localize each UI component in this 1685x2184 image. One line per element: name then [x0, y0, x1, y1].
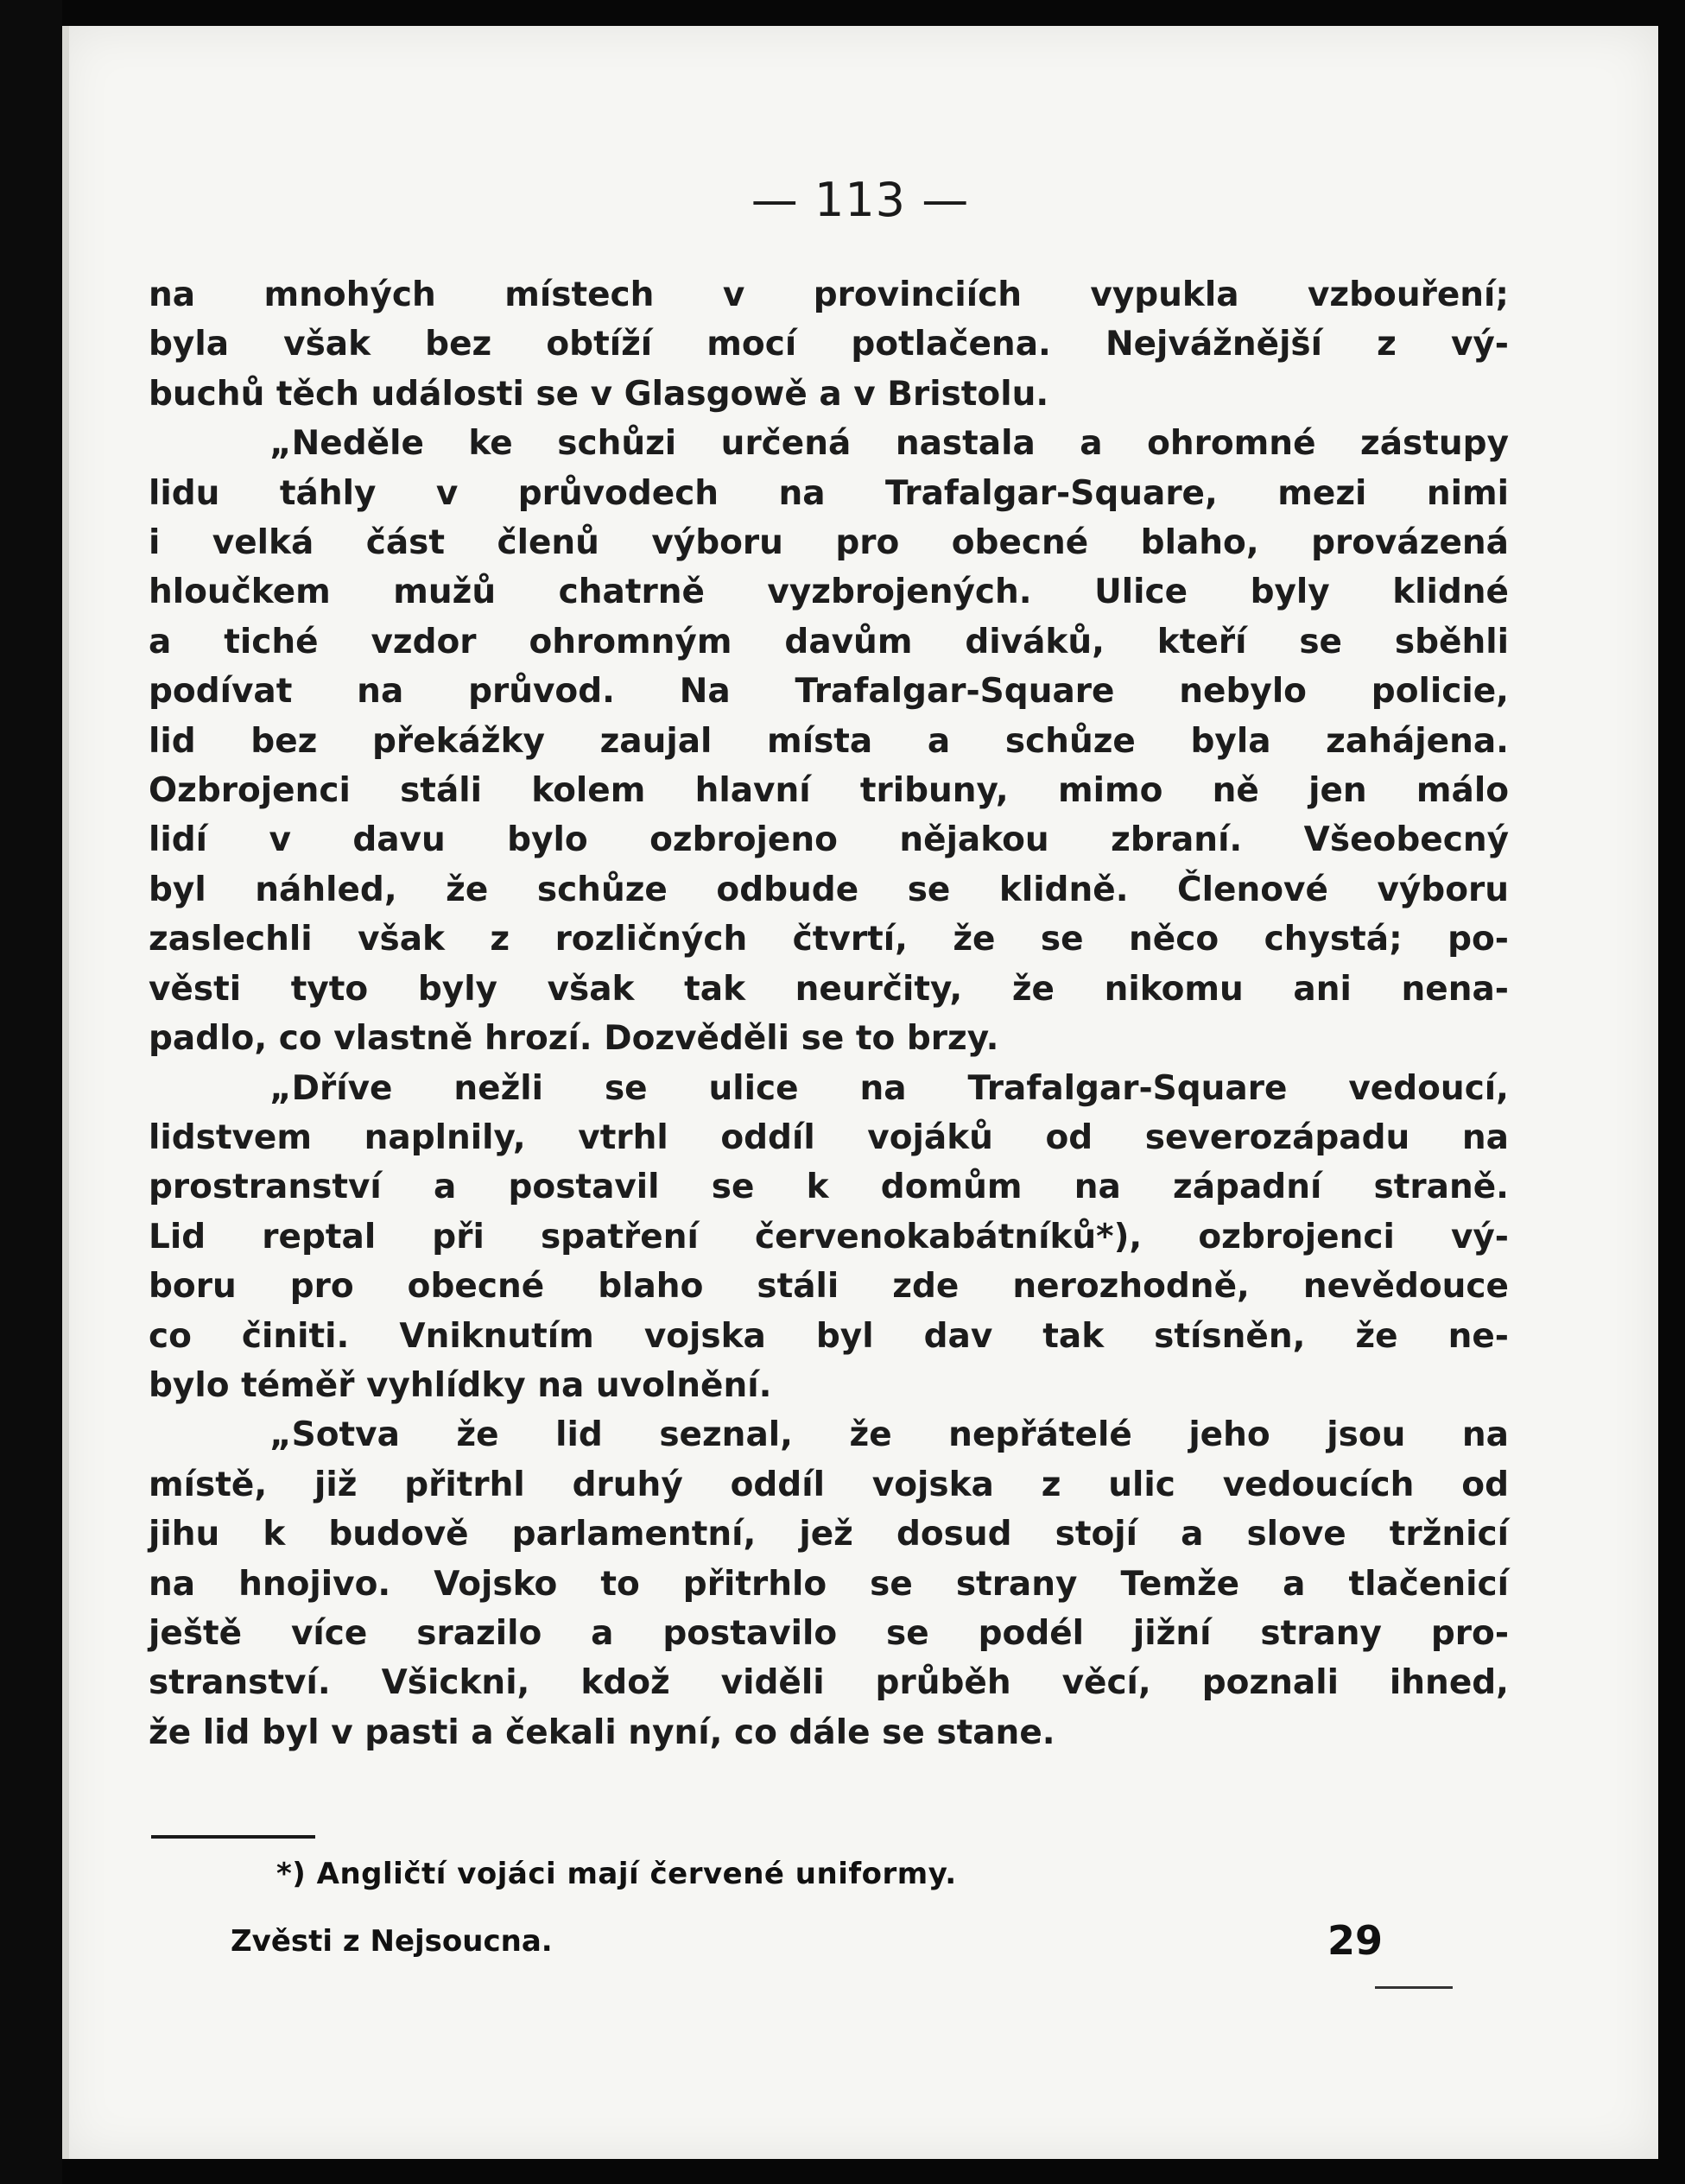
- sheet-number: 29: [1327, 1917, 1384, 1964]
- text-line: lidstvem naplnily, vtrhl oddíl vojáků od severozápadu na: [149, 1117, 1509, 1157]
- body-text: [149, 270, 1509, 1757]
- text-line: „Dříve nežli se ulice na Trafalgar-Square vedoucí,: [269, 1068, 1509, 1108]
- text-line: stranství. Všickni, kdož viděli průběh věcí, poznali ihned,: [149, 1663, 1509, 1703]
- text-line: co činiti. Vniknutím vojska byl dav tak stísněn, že ne-: [149, 1316, 1509, 1356]
- text-line: Lid reptal při spatření červenokabátníků*), ozbrojenci vý-: [149, 1217, 1509, 1257]
- page-number: — 113 —: [751, 173, 970, 227]
- text-line: byl náhled, že schůze odbude se klidně. Členové výboru: [149, 870, 1509, 909]
- text-line: na hnojivo. Vojsko to přitrhlo se strany Temže a tlačenicí: [149, 1564, 1509, 1604]
- text-line: místě, již přitrhl druhý oddíl vojska z ulic vedoucích od: [149, 1465, 1509, 1504]
- text-line: zaslechli však z rozličných čtvrtí, že se něco chystá; po-: [149, 920, 1509, 959]
- text-line: prostranství a postavil se k domům na západní straně.: [149, 1168, 1509, 1207]
- text-line: lid bez překážky zaujal místa a schůze byla zahájena.: [149, 721, 1509, 761]
- text-line: podívat na průvod. Na Trafalgar-Square nebylo policie,: [149, 672, 1509, 712]
- footnote: *) Angličtí vojáci mají červené uniformy.: [276, 1857, 957, 1891]
- text-line: byla však bez obtíží mocí potlačena. Nejvážnější z vý-: [149, 325, 1509, 364]
- text-line: „Neděle ke schůzi určená nastala a ohromné zástupy: [269, 424, 1509, 464]
- text-line: a tiché vzdor ohromným davům diváků, kteří se sběhli: [149, 622, 1509, 662]
- text-line: ještě více srazilo a postavilo se podél jižní strany pro-: [149, 1613, 1509, 1653]
- bottom-mark: [1375, 1986, 1453, 1989]
- text-line: že lid byl v pasti a čekali nyní, co dále se stane.: [149, 1712, 1055, 1752]
- text-line: lidu táhly v průvodech na Trafalgar-Square, mezi nimi: [149, 473, 1509, 513]
- footnote-divider: [151, 1835, 315, 1839]
- text-line: i velká část členů výboru pro obecné blaho, provázená: [149, 523, 1509, 563]
- text-line: boru pro obecné blaho stáli zde nerozhodně, nevědouce: [149, 1267, 1509, 1307]
- text-line: na mnohých místech v provinciích vypukla vzbouření;: [149, 275, 1509, 314]
- text-line: jihu k budově parlamentní, jež dosud stojí a slove tržnicí: [149, 1515, 1509, 1554]
- signature-mark: Zvěsti z Nejsoucna.: [231, 1924, 553, 1959]
- text-line: Ozbrojenci stáli kolem hlavní tribuny, mimo ně jen málo: [149, 771, 1509, 811]
- text-line: „Sotva že lid seznal, že nepřátelé jeho jsou na: [269, 1415, 1509, 1455]
- text-line: lidí v davu bylo ozbrojeno nějakou zbraní. Všeobecný: [149, 820, 1509, 860]
- text-line: bylo téměř vyhlídky na uvolnění.: [149, 1365, 772, 1405]
- text-line: padlo, co vlastně hrozí. Dozvěděli se to brzy.: [149, 1019, 999, 1059]
- text-line: hloučkem mužů chatrně vyzbrojených. Ulice byly klidné: [149, 573, 1509, 612]
- scan-left-edge: [0, 0, 62, 2184]
- text-line: věsti tyto byly však tak neurčity, že nikomu ani nena-: [149, 969, 1509, 1009]
- book-page: [62, 26, 1658, 2159]
- text-line: buchů těch události se v Glasgowě a v Bristolu.: [149, 374, 1049, 414]
